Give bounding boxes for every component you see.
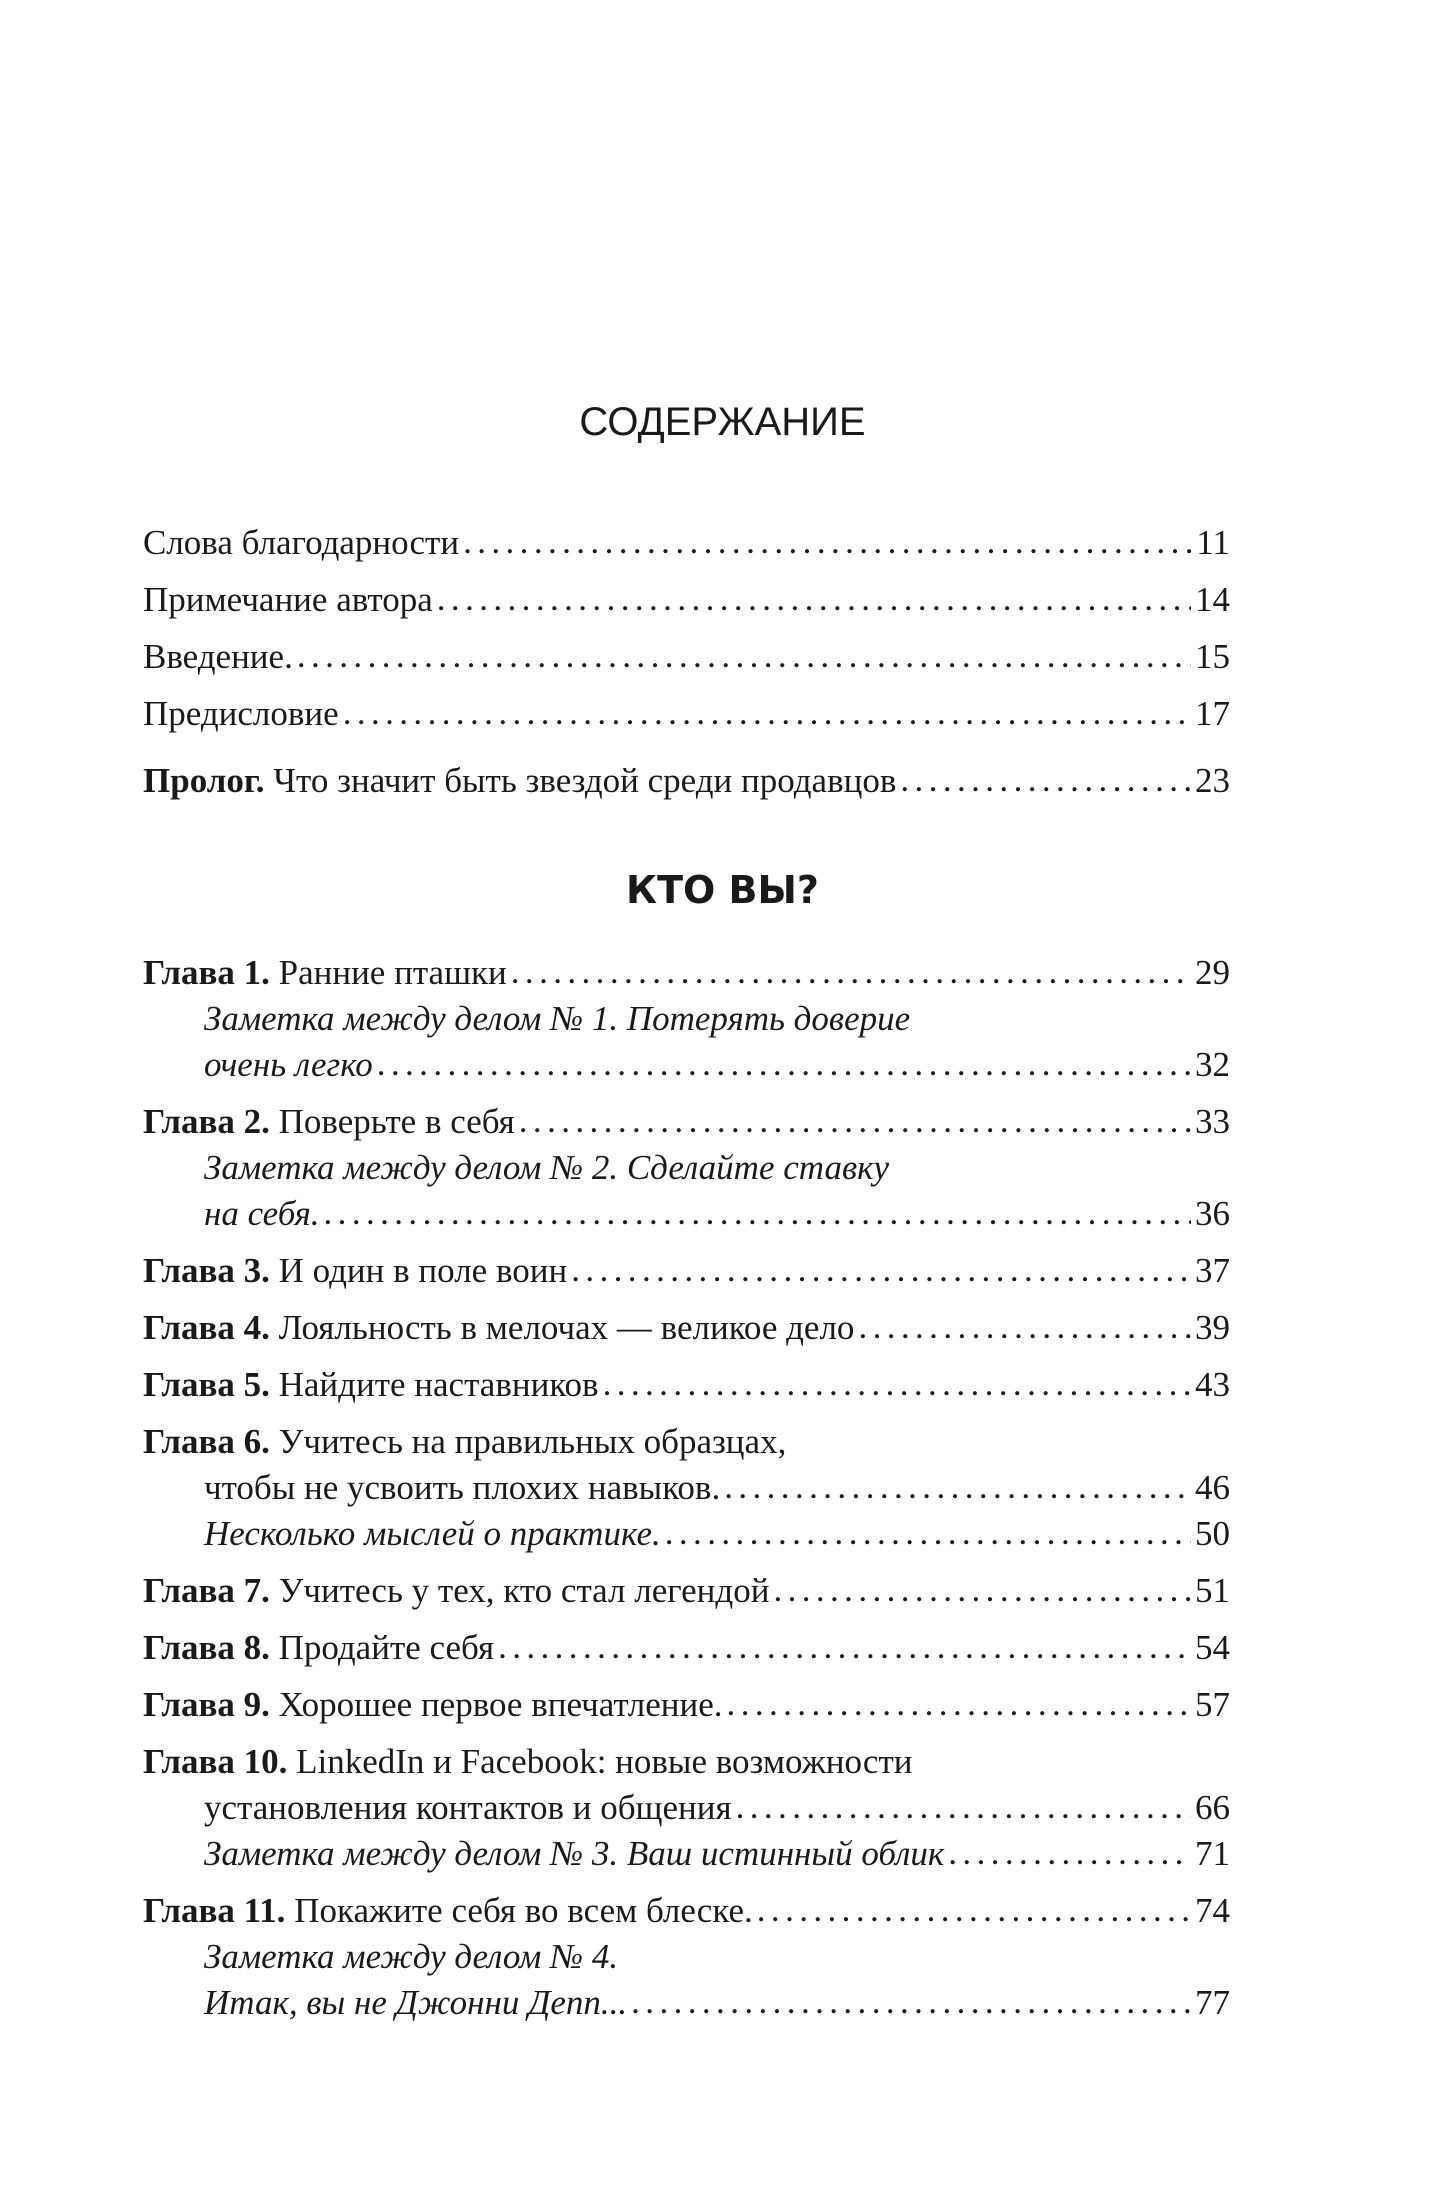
page-number: 11: [1196, 523, 1230, 562]
toc-entry-introduction[interactable]: [143, 634, 1230, 680]
page-number: 50: [1195, 1514, 1230, 1553]
chapters-list: [143, 950, 1230, 2026]
leader-dots: [297, 633, 1191, 679]
toc-entry-chapter-2[interactable]: [143, 1099, 1230, 1145]
page-number: 37: [1195, 1251, 1230, 1290]
page-number: 23: [1195, 761, 1230, 800]
toc-entry-chapter-5[interactable]: [143, 1362, 1230, 1408]
page-number: 36: [1195, 1194, 1230, 1233]
leader-dots: [665, 1510, 1191, 1556]
toc-entry-practice-note[interactable]: [143, 1511, 1230, 1557]
entry-title-line2: установления контактов и общения: [204, 1788, 732, 1827]
front-matter-list: [143, 520, 1230, 804]
page-number: 14: [1195, 580, 1230, 619]
leader-dots: [631, 1979, 1191, 2025]
toc-entry-note-4[interactable]: [143, 1934, 1230, 2026]
toc-title: СОДЕРЖАНИЕ: [579, 400, 866, 444]
toc-entry-chapter-10[interactable]: [143, 1739, 1230, 1831]
entry-title-line1: LinkedIn и Facebook: новые возможности: [296, 1742, 913, 1781]
page-number: 39: [1195, 1308, 1230, 1347]
entry-title: Слова благодарности: [143, 523, 460, 562]
page-number: 15: [1195, 637, 1230, 676]
toc-entry-chapter-8[interactable]: [143, 1625, 1230, 1671]
page-number: 17: [1195, 694, 1230, 733]
entry-label: Глава 7.: [143, 1571, 270, 1610]
leader-dots: [603, 1361, 1191, 1407]
entry-title-line2: на себя.: [204, 1194, 320, 1233]
entry-title: Заметка между делом № 3. Ваш истинный облик: [204, 1834, 945, 1873]
leader-dots: [724, 1464, 1191, 1510]
toc-entry-author-note[interactable]: [143, 577, 1230, 623]
entry-label: Глава 11.: [143, 1891, 286, 1930]
entry-title: Продайте себя: [278, 1628, 495, 1667]
toc-entry-chapter-4[interactable]: [143, 1305, 1230, 1351]
section-heading: КТО ВЫ?: [626, 868, 819, 912]
page-number: 32: [1195, 1045, 1230, 1084]
toc-entry-chapter-1[interactable]: [143, 950, 1230, 996]
page-number: 51: [1195, 1571, 1230, 1610]
page-number: 43: [1195, 1365, 1230, 1404]
page-number: 77: [1195, 1983, 1230, 2022]
entry-title-line2: Итак, вы не Джонни Депп...: [204, 1983, 628, 2022]
page-number: 46: [1195, 1468, 1230, 1507]
entry-title: Лояльность в мелочах — великое дело: [278, 1308, 855, 1347]
leader-dots: [948, 1830, 1191, 1876]
entry-title-line1: Заметка между делом № 4.: [204, 1937, 619, 1976]
entry-title: Предисловие: [143, 694, 339, 733]
entry-title-line2: очень легко: [204, 1045, 373, 1084]
entry-title-line1: Заметка между делом № 1. Потерять доверие: [204, 999, 911, 1038]
toc-entry-note-3[interactable]: [143, 1831, 1230, 1877]
entry-label: Глава 2.: [143, 1102, 270, 1141]
leader-dots: [463, 519, 1192, 565]
page-number: 71: [1195, 1834, 1230, 1873]
leader-dots: [519, 1098, 1191, 1144]
entry-title: Что значит быть звездой среди продавцов: [273, 761, 897, 800]
entry-title: Найдите наставников: [278, 1365, 599, 1404]
page-number: 29: [1195, 953, 1230, 992]
entry-title: Учитесь у тех, кто стал легендой: [278, 1571, 770, 1610]
entry-title: Введение.: [143, 637, 293, 676]
leader-dots: [324, 1190, 1191, 1236]
entry-title: Примечание автора: [143, 580, 433, 619]
leader-dots: [511, 949, 1191, 995]
toc-entry-chapter-6[interactable]: [143, 1419, 1230, 1511]
leader-dots: [757, 1887, 1191, 1933]
entry-title: И один в поле воин: [278, 1251, 568, 1290]
toc-entry-chapter-11[interactable]: [143, 1888, 1230, 1934]
page-number: 57: [1195, 1685, 1230, 1724]
toc-entry-note-2[interactable]: [143, 1145, 1230, 1237]
entry-label: Глава 3.: [143, 1251, 270, 1290]
entry-label: Глава 10.: [143, 1742, 288, 1781]
page-number: 74: [1195, 1891, 1230, 1930]
toc-entry-preface[interactable]: [143, 691, 1230, 737]
page-number: 33: [1195, 1102, 1230, 1141]
leader-dots: [498, 1624, 1191, 1670]
leader-dots: [437, 576, 1191, 622]
entry-title: Ранние пташки: [278, 953, 507, 992]
toc-entry-chapter-3[interactable]: [143, 1248, 1230, 1294]
toc-entry-acknowledgements[interactable]: [143, 520, 1230, 566]
leader-dots: [858, 1304, 1191, 1350]
leader-dots: [727, 1681, 1191, 1727]
leader-dots: [571, 1247, 1191, 1293]
entry-title: Несколько мыслей о практике.: [204, 1514, 661, 1553]
leader-dots: [900, 757, 1191, 803]
page-number: 66: [1195, 1788, 1230, 1827]
leader-dots: [377, 1041, 1191, 1087]
entry-title-line1: Учитесь на правильных образцах,: [278, 1422, 787, 1461]
entry-label: Глава 5.: [143, 1365, 270, 1404]
entry-title: Поверьте в себя: [278, 1102, 515, 1141]
entry-title: Хорошее первое впечатление.: [278, 1685, 723, 1724]
entry-label: Глава 8.: [143, 1628, 270, 1667]
entry-label: Глава 1.: [143, 953, 270, 992]
page-number: 54: [1195, 1628, 1230, 1667]
entry-label: Глава 6.: [143, 1422, 270, 1461]
toc-entry-prologue[interactable]: [143, 758, 1230, 804]
entry-label: Пролог.: [143, 761, 265, 800]
toc-entry-chapter-7[interactable]: [143, 1568, 1230, 1614]
entry-title: Покажите себя во всем блеске.: [294, 1891, 753, 1930]
leader-dots: [343, 690, 1191, 736]
toc-entry-chapter-9[interactable]: [143, 1682, 1230, 1728]
entry-title-line1: Заметка между делом № 2. Сделайте ставку: [204, 1148, 890, 1187]
leader-dots: [736, 1784, 1191, 1830]
leader-dots: [773, 1567, 1191, 1613]
entry-label: Глава 9.: [143, 1685, 270, 1724]
entry-title-line2: чтобы не усвоить плохих навыков.: [204, 1468, 721, 1507]
entry-label: Глава 4.: [143, 1308, 270, 1347]
toc-entry-note-1[interactable]: [143, 996, 1230, 1088]
